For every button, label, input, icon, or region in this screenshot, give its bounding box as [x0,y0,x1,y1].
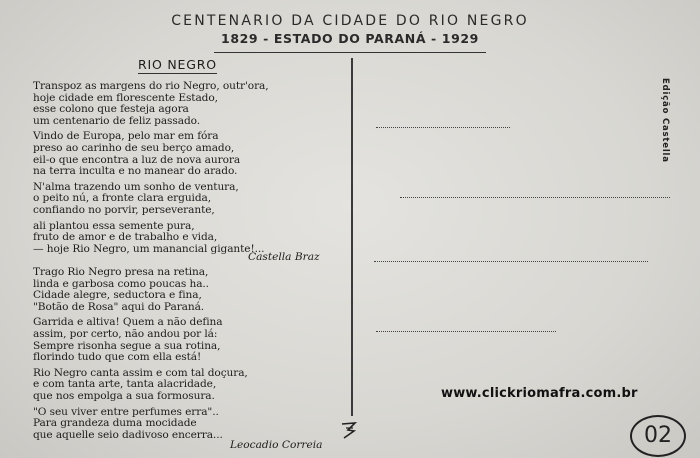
poem1-stanza-1 [33,81,333,127]
poem-rio-negro [33,81,333,259]
poem-line: florindo tudo que com ella está! [33,351,202,364]
poem-line: eil-o que encontra a luz de nova aurora [33,153,241,166]
poem1-stanza-2 [33,131,333,177]
poem-line: Garrida e altiva! Quem a não defina [33,316,223,329]
publisher-label: Edição Castella [660,78,670,163]
poem-line: preso ao carinho de seu berço amado, [33,141,235,154]
center-divider [351,58,353,416]
poem2-stanza-3 [33,368,333,403]
poem-line: Sempre risonha segue a sua rotina, [33,339,221,352]
poem-line: "O seu viver entre perfumes erra".. [33,405,219,418]
poem-line: Rio Negro canta assim e com tal doçura, [33,366,248,379]
poem-line: fruto de amor e de trabalho e vida, [33,231,218,244]
poem-second [33,267,333,445]
poem-line: na terra inculta e no manear do arado. [33,165,238,178]
publisher-monogram-icon [338,419,360,441]
poem2-author: Leocadio Correia [230,439,323,451]
poem-line: "Botão de Rosa" aqui do Paraná. [33,300,205,313]
poem-line: Trago Rio Negro presa na retina, [33,266,209,278]
poem-line: Cidade alegre, seductora e fina, [33,289,202,302]
poem-title: RIO NEGRO [138,57,217,72]
header-rule [214,52,486,53]
address-line [376,127,510,128]
address-line [376,331,556,332]
poem-line: assim, por certo, não andou por lá: [33,327,218,340]
poem2-stanza-1 [33,267,333,313]
handwritten-number-stamp: 02 [630,415,686,457]
poem-line: esse colono que festeja agora [33,103,189,116]
poem-line: Vindo de Europa, pelo mar em fóra [33,130,219,143]
website-watermark: www.clickriomafra.com.br [441,386,638,401]
poem-line: que aquelle seio dadivoso encerra... [33,428,223,441]
poem-line: — hoje Rio Negro, um manancial gigante!... [33,242,265,255]
poem2-stanza-2 [33,317,333,363]
poem-line: que nos empolga a sua formosura. [33,389,215,402]
poem-line: um centenario de feliz passado. [33,114,200,127]
poem2-stanza-4 [33,407,333,442]
postcard-subtitle: 1829 - ESTADO DO PARANÁ - 1929 [221,31,479,46]
postcard-title: CENTENARIO DA CIDADE DO RIO NEGRO [171,13,529,29]
poem1-stanza-3 [33,182,333,217]
poem-line: Transpoz as margens do rio Negro, outr'ora, [33,80,269,92]
poem-line: e com tanta arte, tanta alacridade, [33,378,217,391]
poem-line: confiando no porvir, perseverante, [33,203,215,216]
poem-line: o peito nú, a fronte clara erguida, [33,192,212,205]
address-line [400,197,670,198]
poem-line: hoje cidade em florescente Estado, [33,91,218,104]
poem1-author: Castella Braz [248,251,320,263]
address-line [374,261,648,262]
poem-line: ali plantou essa semente pura, [33,219,195,232]
poem-line: linda e garbosa como poucas ha.. [33,277,209,290]
poem-line: N'alma trazendo um sonho de ventura, [33,180,239,193]
poem-line: Para grandeza duma mocidade [33,417,197,430]
